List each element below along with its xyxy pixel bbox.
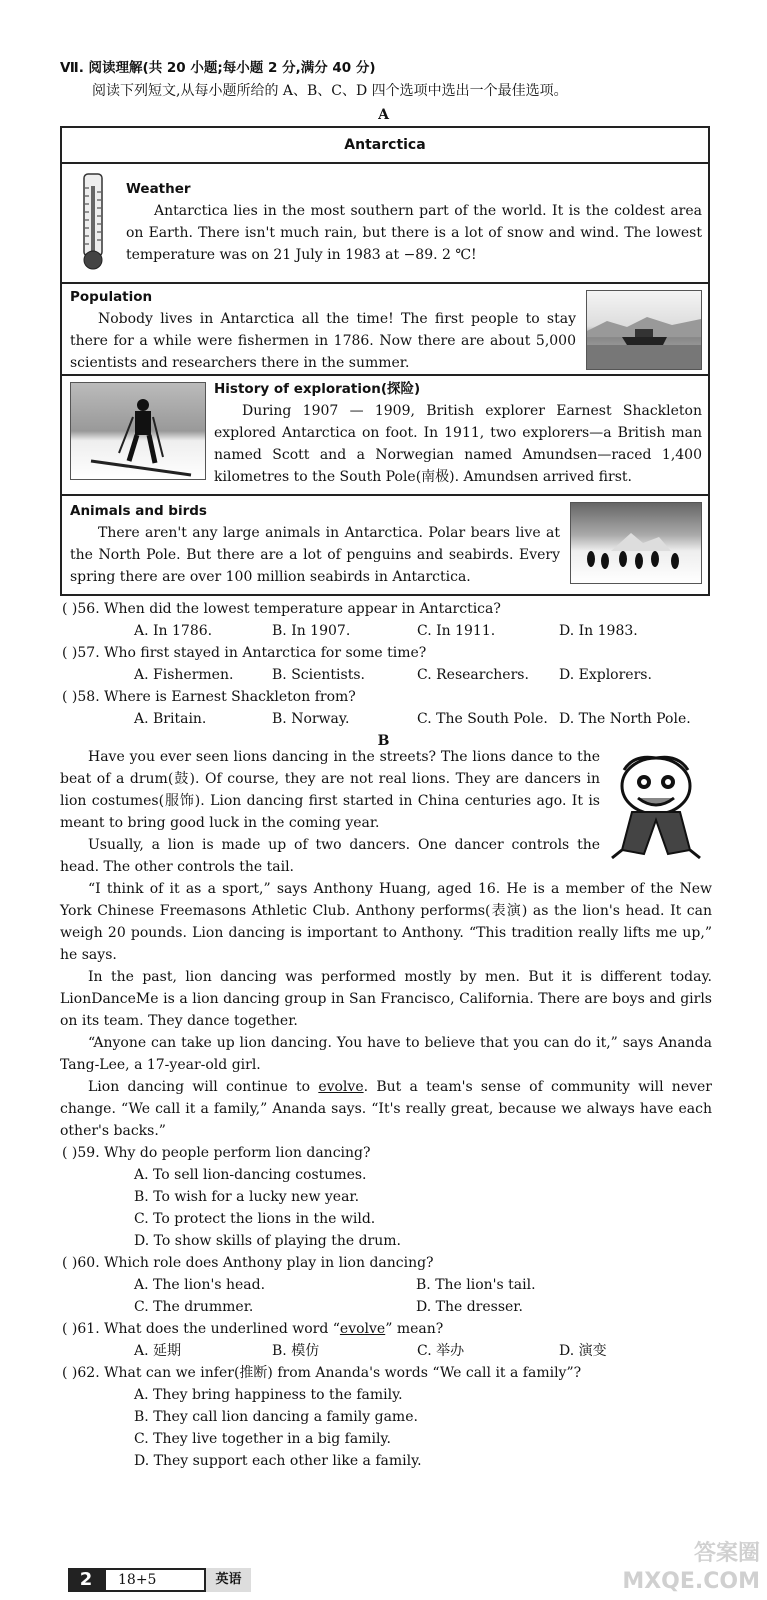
- option-c[interactable]: C. To protect the lions in the wild.: [134, 1211, 376, 1227]
- option-a[interactable]: A. 延期: [134, 1343, 182, 1359]
- animals-heading: Animals and birds: [70, 503, 207, 519]
- question-stem: [62, 1318, 712, 1340]
- page-number: 2: [68, 1568, 104, 1592]
- question-62: [62, 1362, 712, 1469]
- option-d[interactable]: D. 演变: [559, 1343, 607, 1359]
- explorer-photo: [70, 382, 206, 480]
- thermometer-icon: [78, 172, 108, 272]
- passage-a-box: [60, 126, 710, 596]
- stem-text-start: ( )61. What does the underlined word “: [62, 1321, 340, 1337]
- history-text: During 1907 — 1909, British explorer Earnest Shackleton explored Antarctica on foot. In 1911, two explorers—a British man named Scott and a Norwegian named Amundsen—raced 1,400 kilometres to the South Pole(南极). Amundsen arrived first.: [214, 403, 702, 485]
- question-59: [62, 1142, 712, 1249]
- option-c[interactable]: C. In 1911.: [417, 623, 496, 639]
- ship-photo: [586, 290, 702, 370]
- passage-b-paragraph-2: Usually, a lion is made up of two dancers. One dancer controls the head. The other controls the tail.: [60, 837, 600, 875]
- paragraph-text-end: . But a team's sense of community will never change. “We call it a family,” Ananda says. “It's really great, because we always have each other's backs.”: [60, 1079, 712, 1139]
- question-58: [62, 686, 712, 727]
- question-60: [62, 1252, 712, 1315]
- option-b[interactable]: B. To wish for a lucky new year.: [134, 1189, 360, 1205]
- population-heading: Population: [70, 289, 153, 305]
- option-d[interactable]: D. They support each other like a family.: [134, 1453, 422, 1469]
- option-a[interactable]: A. The lion's head.: [134, 1277, 266, 1293]
- question-stem: ( )62. What can we infer(推断) from Ananda's words “We call it a family”?: [62, 1365, 582, 1381]
- question-stem: ( )58. Where is Earnest Shackleton from?: [62, 689, 356, 705]
- option-d[interactable]: D. To show skills of playing the drum.: [134, 1233, 401, 1249]
- option-d[interactable]: D. The dresser.: [416, 1299, 523, 1315]
- stem-text-end: ” mean?: [385, 1321, 444, 1337]
- question-stem: ( )59. Why do people perform lion dancing?: [62, 1145, 371, 1161]
- passage-b-paragraph-1: Have you ever seen lions dancing in the streets? The lions dance to the beat of a drum(鼓). Of course, they are not real lions. They are dancers in lion costumes(服饰). Lion dancing first started in China centuries ago. It is meant to bring good luck in the coming year.: [60, 749, 600, 831]
- question-stem: ( )56. When did the lowest temperature appear in Antarctica?: [62, 601, 501, 617]
- option-b[interactable]: B. Norway.: [272, 711, 350, 727]
- option-b[interactable]: B. Scientists.: [272, 667, 365, 683]
- weather-text: Antarctica lies in the most southern part of the world. It is the coldest area on Earth. There isn't much rain, but there is a lot of snow and wind. The lowest temperature was on 21 July in 1983 at −89. 2 ℃!: [126, 203, 702, 263]
- option-b[interactable]: B. 模仿: [272, 1343, 320, 1359]
- underlined-word-evolve: evolve: [339, 1321, 386, 1337]
- history-row: [62, 374, 708, 494]
- instructions: 阅读下列短文,从每小题所给的 A、B、C、D 四个选项中选出一个最佳选项。: [92, 83, 568, 99]
- passage-b-paragraph-3: “I think of it as a sport,” says Anthony Huang, aged 16. He is a member of the New York Chinese Freemasons Athletic Club. Anthony performs(表演) as the lion's head. It can weigh 20 pounds. Lion dancing is important to Anthony. “This tradition really lifts me up,” he says.: [60, 881, 712, 963]
- option-b[interactable]: B. In 1907.: [272, 623, 351, 639]
- population-text: Nobody lives in Antarctica all the time! The first people to stay there for a while were fishermen in 1786. Now there are about 5,000 scientists and researchers there in the summer.: [70, 311, 576, 371]
- footer-code: 18+5: [118, 1572, 157, 1588]
- option-a[interactable]: A. Britain.: [134, 711, 207, 727]
- section-header: Ⅶ. 阅读理解(共 20 小题;每小题 2 分,满分 40 分): [60, 60, 376, 76]
- passage-b-paragraph-5: “Anyone can take up lion dancing. You have to believe that you can do it,” says Ananda Tang-Lee, a 17-year-old girl.: [60, 1035, 712, 1073]
- option-c[interactable]: C. The South Pole.: [417, 711, 548, 727]
- population-row: [62, 282, 708, 374]
- animals-text: There aren't any large animals in Antarctica. Polar bears live at the North Pole. But there are a lot of penguins and seabirds. Every spring there are over 100 million seabirds in Antarctica.: [70, 525, 560, 585]
- option-a[interactable]: A. In 1786.: [134, 623, 213, 639]
- passage-a-title: Antarctica: [344, 137, 426, 153]
- watermark: 答案圈 MXQE.COM: [622, 1541, 760, 1594]
- paragraph-text-start: Lion dancing will continue to: [88, 1079, 319, 1095]
- lion-dance-illustration: [604, 750, 708, 860]
- option-d[interactable]: D. The North Pole.: [559, 711, 691, 727]
- option-a[interactable]: A. To sell lion-dancing costumes.: [134, 1167, 367, 1183]
- animals-row: [62, 494, 708, 596]
- weather-heading: Weather: [126, 181, 191, 197]
- option-b[interactable]: B. The lion's tail.: [416, 1277, 536, 1293]
- option-d[interactable]: D. In 1983.: [559, 623, 638, 639]
- footer-subject: 英语: [204, 1568, 251, 1592]
- option-c[interactable]: C. The drummer.: [134, 1299, 254, 1315]
- question-61: [62, 1318, 712, 1359]
- option-b[interactable]: B. They call lion dancing a family game.: [134, 1409, 418, 1425]
- option-d[interactable]: D. Explorers.: [559, 667, 652, 683]
- penguins-photo: [570, 502, 702, 584]
- question-56: [62, 598, 712, 639]
- passage-b-label: B: [377, 733, 390, 749]
- option-a[interactable]: A. Fishermen.: [134, 667, 234, 683]
- question-stem: ( )57. Who first stayed in Antarctica for some time?: [62, 645, 427, 661]
- question-stem: ( )60. Which role does Anthony play in lion dancing?: [62, 1255, 434, 1271]
- history-heading: History of exploration(探险): [214, 381, 421, 397]
- passage-b-paragraph-6: [60, 1076, 712, 1142]
- passage-a-label: A: [378, 107, 389, 123]
- option-c[interactable]: C. They live together in a big family.: [134, 1431, 391, 1447]
- weather-row: [62, 162, 708, 282]
- option-c[interactable]: C. Researchers.: [417, 667, 529, 683]
- option-a[interactable]: A. They bring happiness to the family.: [134, 1387, 403, 1403]
- passage-b-paragraph-4: In the past, lion dancing was performed mostly by men. But it is different today. LionDanceMe is a lion dancing group in San Francisco, California. There are boys and girls on its team. They dance together.: [60, 969, 712, 1029]
- option-c[interactable]: C. 举办: [417, 1343, 465, 1359]
- underlined-word-evolve: evolve: [318, 1079, 364, 1095]
- question-57: [62, 642, 712, 683]
